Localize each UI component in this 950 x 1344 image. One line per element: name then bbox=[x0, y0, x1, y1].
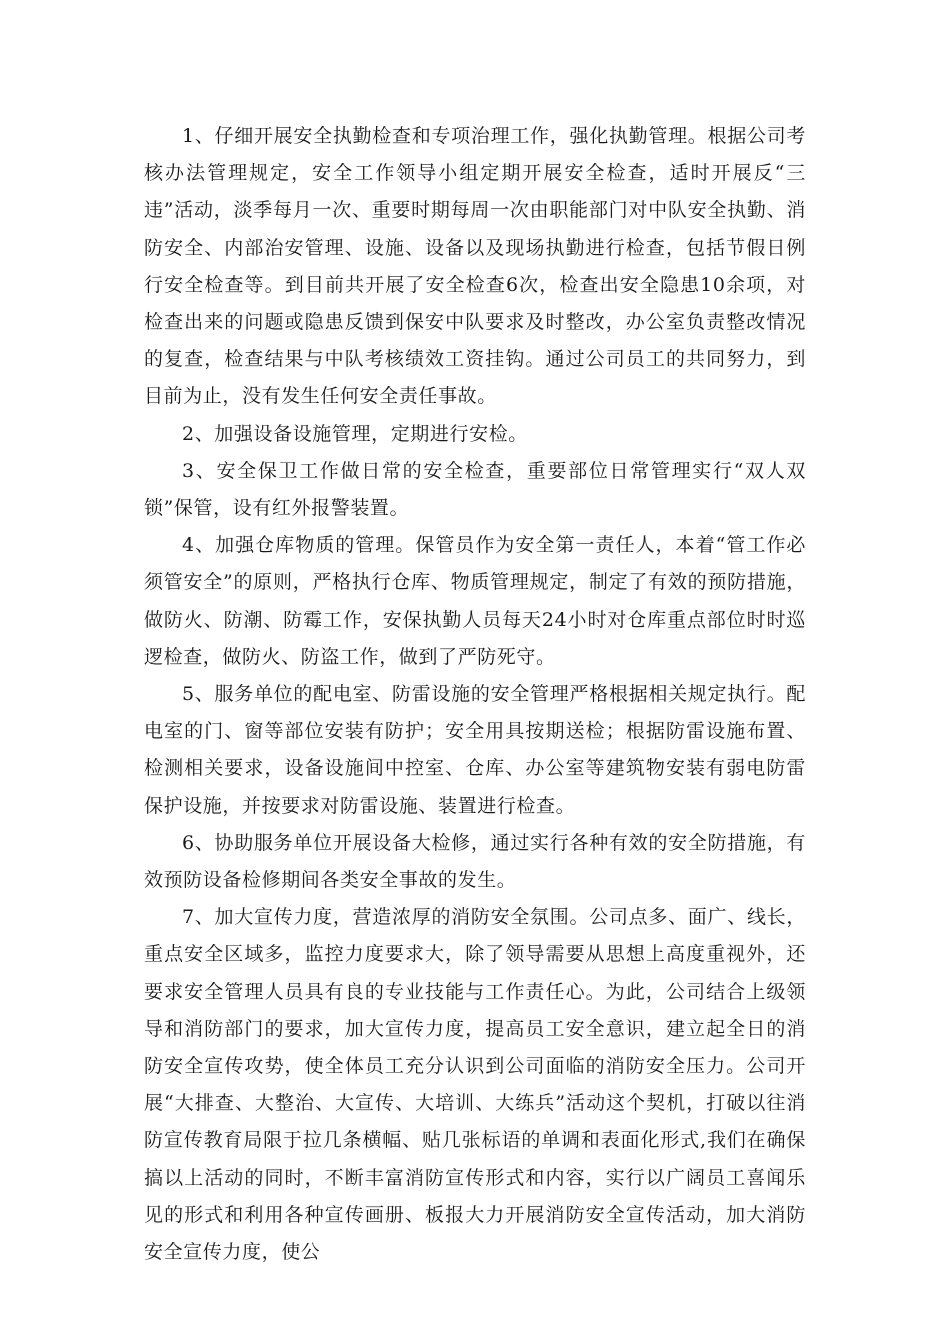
paragraph-6: 6、协助服务单位开展设备大检修，通过实行各种有效的安全防措施，有效预防设备检修期间各类安全事故的发生。 bbox=[144, 831, 806, 892]
paragraph-2: 2、加强设备设施管理，定期进行安检。 bbox=[182, 422, 528, 445]
paragraph-4: 4、加强仓库物质的管理。保管员作为安全第一责任人，本着“管工作必须管安全”的原则，严格执行仓库、物质管理规定，制定了有效的预防措施，做防火、防潮、防霉工作，安保执勤人员每天24小时对仓库重点部位时时巡逻检查，做防火、防盗工作，做到了严防死守。 bbox=[144, 534, 806, 668]
paragraph-5: 5、服务单位的配电室、防雷设施的安全管理严格根据相关规定执行。配电室的门、窗等部位安装有防护；安全用具按期送检；根据防雷设施布置、检测相关要求，设备设施间中控室、仓库、办公室等建筑物安装有弱电防雷保护设施，并按要求对防雷设施、装置进行检查。 bbox=[144, 683, 806, 817]
paragraph-1: 1、仔细开展安全执勤检查和专项治理工作，强化执勤管理。根据公司考核办法管理规定，安全工作领导小组定期开展安全检查，适时开展反“三违”活动，淡季每月一次、重要时期每周一次由职能部门对中队安全执勤、消防安全、内部治安管理、设施、设备以及现场执勤进行检查，包括节假日例行安全检查等。到目前共开展了安全检查6次，检查出安全隐患10余项，对检查出来的问题或隐患反馈到保安中队要求及时整改，办公室负责整改情况的复查，检查结果与中队考核绩效工资挂钩。通过公司员工的共同努力，到目前为止，没有发生任何安全责任事故。 bbox=[144, 125, 806, 408]
paragraph-7: 7、加大宣传力度，营造浓厚的消防安全氛围。公司点多、面广、线长，重点安全区域多，监控力度要求大，除了领导需要从思想上高度重视外，还要求安全管理人员具有良的专业技能与工作责任心。为此，公司结合上级领导和消防部门的要求，加大宣传力度，提高员工安全意识，建立起全日的消防安全宣传攻势，使全体员工充分认识到公司面临的消防安全压力。公司开展“大排查、大整治、大宣传、大培训、大练兵”活动这个契机，打破以往消防宣传教育局限于拉几条横幅、贴几张标语的单调和表面化形式,我们在确保搞以上活动的同时，不断丰富消防宣传形式和内容，实行以广阔员工喜闻乐见的形式和利用各种宣传画册、板报大力开展消防安全宣传活动，加大消防安全宣传力度，使公 bbox=[144, 906, 806, 1264]
paragraph-3: 3、安全保卫工作做日常的安全检查，重要部位日常管理实行“双人双锁”保管，设有红外报警装置。 bbox=[144, 459, 806, 520]
document-body bbox=[144, 118, 806, 1271]
